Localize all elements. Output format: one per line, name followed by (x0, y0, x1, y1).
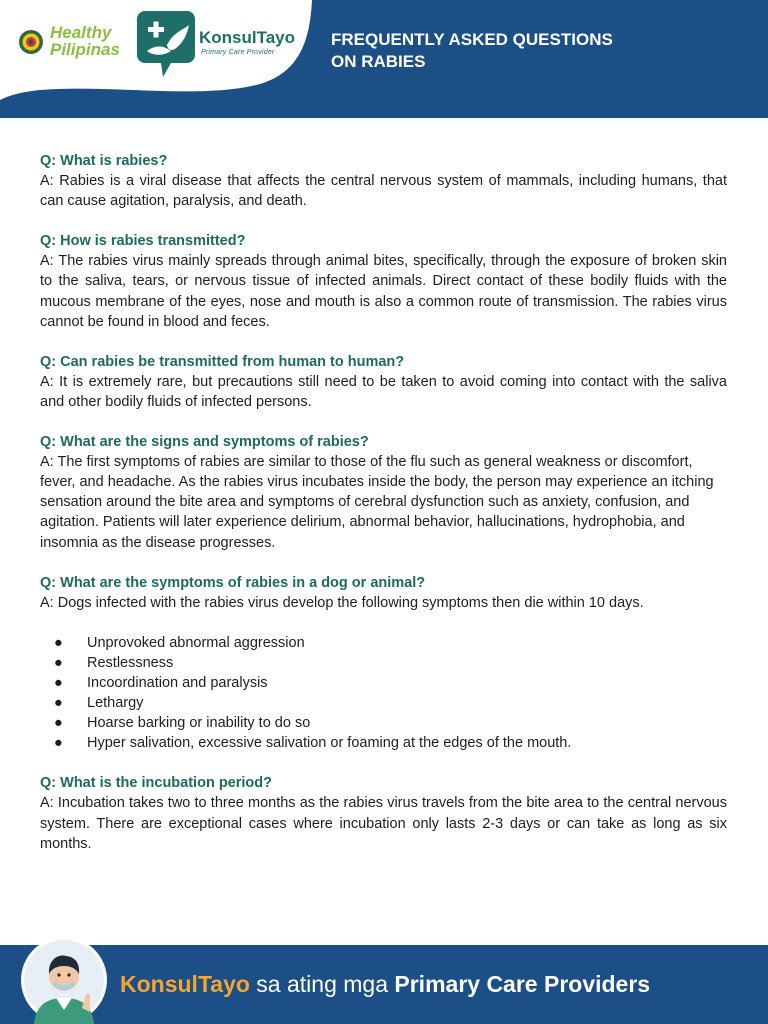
faq-item-incubation (40, 773, 727, 853)
faq-question: Q: What is rabies? (40, 153, 168, 169)
faq-question: Q: Can rabies be transmitted from human to human? (40, 353, 405, 370)
list-item (40, 653, 727, 673)
faq-answer: A: The rabies virus mainly spreads through animal bites, specifically, through the exposure of broken skin to the saliva, tears, or nervous tissue of infected animals. Direct contact of these bodily fluids with the mucous membrane of the eyes, nose and mouth is also a common route of transmission. The rabies virus cannot be found in blood and feces. (40, 253, 727, 330)
bullet-icon: ● (54, 695, 63, 712)
footer-brand: KonsulTayo (120, 971, 250, 997)
faq-question: Q: What are the signs and symptoms of rabies? (40, 434, 369, 451)
healthy-text: Healthy (50, 23, 112, 42)
faq-question: Q: What is the incubation period? (40, 775, 272, 792)
list-item-text: Unprovoked abnormal aggression (87, 634, 305, 651)
faq-answer: A: Incubation takes two to three months as the rabies virus travels from the bite area to the central nervous system. There are exceptional cases where incubation only lasts 2-3 days or can take as long as six months. (40, 795, 727, 852)
page-title-line2: ON RABIES (331, 52, 426, 71)
konsultayo-icon (137, 11, 195, 79)
faq-question: Q: What are the symptoms of rabies in a dog or animal? (40, 574, 426, 591)
page-header (0, 0, 768, 118)
konsultayo-logo (137, 11, 297, 79)
faq-content (40, 151, 727, 874)
bullet-icon: ● (54, 654, 63, 671)
faq-item-animal-symptoms (40, 573, 727, 754)
footer-emphasis: Primary Care Providers (394, 971, 651, 997)
list-item-text: Hyper salivation, excessive salivation or foaming at the edges of the mouth. (87, 735, 572, 752)
doctor-avatar-icon (20, 936, 108, 1024)
pilipinas-text: Pilipinas (50, 40, 120, 59)
bullet-icon: ● (54, 715, 63, 732)
doh-seal-icon (18, 29, 44, 55)
faq-answer: A: Rabies is a viral disease that affects the central nervous system of mammals, including humans, that can cause agitation, paralysis, and death. (40, 173, 727, 210)
brand-name: KonsulTayo (199, 28, 296, 47)
faq-answer: A: The first symptoms of rabies are similar to those of the flu such as general weakness or discomfort, fever, and headache. As the rabies virus incubates inside the body, the person may experience an itching sensation around the bite area and symptoms of cerebral dysfunction such as anxiety, confusion, and agitation. Patients will later experience delirium, abnormal behavior, hallucinations, hydrophobia, and insomnia as the disease progresses. (40, 454, 714, 551)
page-title (331, 29, 751, 73)
bullet-icon: ● (54, 735, 63, 752)
list-item (40, 673, 727, 693)
bullet-icon: ● (54, 634, 63, 651)
list-item (40, 713, 727, 733)
list-item-text: Lethargy (87, 695, 144, 712)
list-item-text: Hoarse barking or inability to do so (87, 715, 311, 732)
faq-item-transmission (40, 231, 727, 331)
list-item-text: Incoordination and paralysis (87, 674, 268, 691)
brand-tagline: Primary Care Provider (201, 49, 275, 56)
page-title-line1: FREQUENTLY ASKED QUESTIONS (331, 30, 613, 49)
footer-middle: sa ating mga (249, 971, 395, 997)
faq-item-human-to-human (40, 352, 727, 412)
list-item (40, 693, 727, 713)
list-item-text: Restlessness (87, 654, 174, 671)
faq-question: Q: How is rabies transmitted? (40, 233, 246, 250)
faq-item-signs-symptoms (40, 432, 727, 553)
bullet-icon: ● (54, 674, 63, 691)
page-footer (0, 945, 768, 1024)
list-item (40, 733, 727, 753)
faq-answer: A: It is extremely rare, but precautions still need to be taken to avoid coming into contact with the saliva and other bodily fluids of infected persons. (40, 373, 727, 410)
symptom-list (40, 633, 727, 754)
footer-tagline (120, 969, 650, 999)
faq-answer: A: Dogs infected with the rabies virus develop the following symptoms then die within 10 days. (40, 594, 644, 611)
list-item (40, 633, 727, 653)
faq-item-what-is-rabies (40, 151, 727, 211)
healthy-pilipinas-logo (18, 24, 118, 60)
